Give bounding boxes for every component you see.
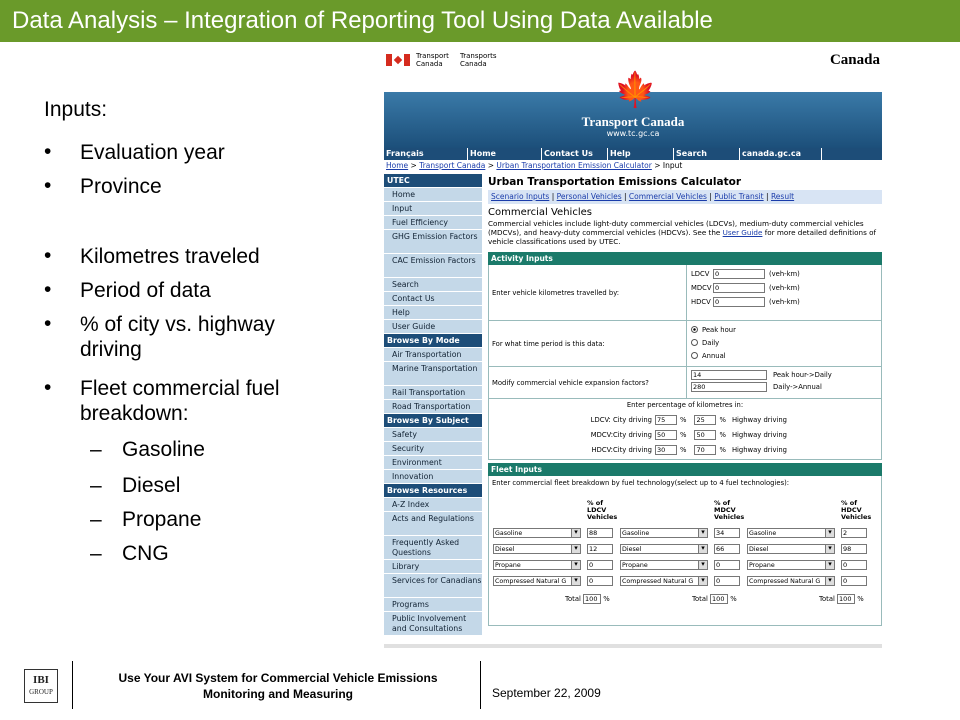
sub-bullet-item bbox=[90, 474, 180, 498]
banner-url: www.tc.gc.ca bbox=[606, 129, 660, 138]
fleet-percent-input[interactable]: 0 bbox=[841, 576, 867, 586]
sidebar-item[interactable]: Road Transportation bbox=[384, 400, 482, 414]
km-field-row bbox=[691, 295, 877, 309]
bullet-item bbox=[44, 174, 320, 199]
sub-bullet-item bbox=[90, 508, 201, 532]
city-percent-input[interactable]: 75 bbox=[655, 415, 677, 425]
sidebar-item[interactable]: Marine Transportation bbox=[384, 362, 482, 386]
percent-sign: % bbox=[719, 445, 726, 454]
footer-line-2: Monitoring and Measuring bbox=[203, 687, 353, 701]
footer-line-1: Use Your AVI System for Commercial Vehicle Emissions bbox=[118, 671, 438, 685]
vehicle-class-label: MDCV bbox=[691, 284, 712, 292]
highway-label: Highway driving bbox=[731, 415, 787, 424]
nav-item[interactable]: Search bbox=[674, 148, 740, 160]
vehicle-class-label: LDCV bbox=[691, 270, 710, 278]
tc-french-name: Transports Canada bbox=[460, 52, 497, 68]
nav-item[interactable]: Home bbox=[468, 148, 542, 160]
km-fields bbox=[687, 265, 881, 320]
period-label: Annual bbox=[702, 351, 726, 360]
sub-bullet-text: Propane bbox=[122, 508, 202, 531]
period-option[interactable] bbox=[691, 323, 877, 336]
sidebar-item[interactable]: Services for Canadians bbox=[384, 574, 482, 598]
expansion-field-row bbox=[691, 381, 877, 393]
unit-label: (veh-km) bbox=[769, 270, 800, 278]
footer-title bbox=[80, 670, 476, 702]
fuel-type-select[interactable]: Propane ▾ bbox=[747, 560, 835, 570]
bullet-item bbox=[44, 376, 320, 426]
fleet-inputs-header: Fleet Inputs bbox=[488, 463, 882, 476]
fleet-percent-input[interactable]: 0 bbox=[587, 560, 613, 570]
fleet-total bbox=[565, 594, 610, 604]
dash-mark: – bbox=[90, 542, 102, 565]
sidebar-item[interactable]: Innovation bbox=[384, 470, 482, 484]
logo-bottom: GROUP bbox=[29, 688, 53, 696]
percentage-header: Enter percentage of kilometres in: bbox=[626, 401, 744, 409]
calc-tab[interactable]: Result bbox=[770, 192, 795, 201]
sidebar-item[interactable]: Air Transportation bbox=[384, 348, 482, 362]
percent-sign: % bbox=[680, 430, 687, 439]
bullet-item bbox=[44, 278, 320, 303]
sidebar-item[interactable]: Fuel Efficiency bbox=[384, 216, 482, 230]
fleet-percent-input[interactable]: 66 bbox=[714, 544, 740, 554]
fleet-percent-input[interactable]: 0 bbox=[587, 576, 613, 586]
sidebar-item[interactable]: Search bbox=[384, 278, 482, 292]
vehicle-class-label: HDCV bbox=[691, 298, 711, 306]
fleet-percent-input[interactable]: 0 bbox=[714, 576, 740, 586]
activity-inputs-header: Activity Inputs bbox=[488, 252, 882, 265]
fuel-type-select[interactable]: Diesel ▾ bbox=[747, 544, 835, 554]
dash-mark: – bbox=[90, 508, 102, 531]
fleet-percent-input[interactable]: 0 bbox=[714, 560, 740, 570]
sidebar-heading: Browse Resources bbox=[384, 484, 482, 498]
fleet-percent-input[interactable]: 12 bbox=[587, 544, 613, 554]
fuel-type-select[interactable]: Diesel ▾ bbox=[493, 544, 581, 554]
fleet-percent-input[interactable]: 2 bbox=[841, 528, 867, 538]
period-label: Daily bbox=[702, 338, 720, 347]
bullet-text: % of city vs. highway driving bbox=[80, 313, 275, 361]
horizontal-scrollbar[interactable] bbox=[384, 644, 882, 648]
desc-text-2: for more detailed definitions of vehicle classifications used by UTEC. bbox=[488, 228, 877, 246]
left-sidebar bbox=[384, 174, 482, 636]
sidebar-heading: Browse By Mode bbox=[384, 334, 482, 348]
dash-mark: – bbox=[90, 438, 102, 461]
expansion-row bbox=[488, 367, 882, 399]
percent-sign: % bbox=[680, 415, 687, 424]
fleet-column-header: % of MDCV Vehicles bbox=[714, 499, 745, 521]
total-value: 100 bbox=[583, 594, 601, 604]
sidebar-item[interactable]: A-Z Index bbox=[384, 498, 482, 512]
calc-tab[interactable]: Public Transit bbox=[714, 192, 764, 201]
highway-percent-input[interactable]: 25 bbox=[694, 415, 716, 425]
percentage-block bbox=[488, 399, 882, 460]
period-row bbox=[488, 321, 882, 367]
expansion-fields bbox=[687, 367, 881, 398]
tc-english-name: Transport Canada bbox=[416, 52, 449, 68]
section-title: Commercial Vehicles bbox=[488, 207, 592, 218]
bullet-mark: • bbox=[44, 174, 52, 197]
percent-sign: % bbox=[719, 415, 726, 424]
user-guide-link[interactable]: User Guide bbox=[722, 228, 763, 237]
driving-class-label: MDCV:City driving bbox=[590, 430, 652, 439]
bullet-mark: • bbox=[44, 140, 52, 163]
sidebar-item[interactable]: Help bbox=[384, 306, 482, 320]
percentage-row bbox=[489, 427, 881, 442]
period-option[interactable] bbox=[691, 336, 877, 349]
sidebar-item[interactable]: Contact Us bbox=[384, 292, 482, 306]
nav-item[interactable]: Contact Us bbox=[542, 148, 608, 160]
km-field-row bbox=[691, 281, 877, 295]
sidebar-heading: UTEC bbox=[384, 174, 482, 188]
expansion-input[interactable]: 280 bbox=[691, 382, 767, 392]
sidebar-item[interactable]: Safety bbox=[384, 428, 482, 442]
percent-sign: % bbox=[601, 595, 610, 603]
bullet-mark: • bbox=[44, 278, 52, 301]
percentage-row bbox=[489, 442, 881, 457]
highway-label: Highway driving bbox=[731, 430, 787, 439]
sidebar-item[interactable]: Rail Transportation bbox=[384, 386, 482, 400]
expansion-label: Peak hour->Daily bbox=[773, 371, 832, 379]
city-percent-input[interactable]: 30 bbox=[655, 445, 677, 455]
section-description bbox=[488, 219, 882, 246]
maple-leaf-icon: 🍁 bbox=[614, 70, 657, 110]
calc-tab[interactable]: Personal Vehicles bbox=[556, 192, 622, 201]
bullet-text: Province bbox=[80, 175, 162, 198]
breadcrumb-item[interactable]: Transport Canada bbox=[419, 161, 486, 170]
bullet-text: Kilometres traveled bbox=[80, 245, 260, 268]
unit-label: (veh-km) bbox=[769, 298, 800, 306]
km-input[interactable]: 0 bbox=[713, 269, 765, 279]
logo-top: IBI bbox=[33, 674, 49, 686]
fleet-percent-input[interactable]: 0 bbox=[841, 560, 867, 570]
bullet-text: Period of data bbox=[80, 279, 211, 302]
sidebar-item[interactable]: Input bbox=[384, 202, 482, 216]
breadcrumb-item[interactable]: Urban Transportation Emission Calculator bbox=[496, 161, 652, 170]
expansion-field-row bbox=[691, 369, 877, 381]
fleet-block bbox=[488, 476, 882, 626]
breadcrumb: Home > Transport Canada > Urban Transportation Emission Calculator > Input bbox=[386, 161, 683, 170]
period-label: Peak hour bbox=[702, 325, 736, 334]
bullet-mark: • bbox=[44, 376, 52, 399]
desc-text: Commercial vehicles include light-duty commercial vehicles (LDCVs), medium-duty commercial vehicles (MDCVs), and heavy-duty commercial vehicles (HDCVs). See the bbox=[488, 219, 864, 237]
radio-button[interactable] bbox=[691, 352, 698, 359]
radio-button[interactable] bbox=[691, 339, 698, 346]
sub-bullet-item bbox=[90, 542, 169, 566]
km-input[interactable]: 0 bbox=[713, 283, 765, 293]
fleet-total bbox=[692, 594, 737, 604]
calculator-title: Urban Transportation Emissions Calculator bbox=[488, 176, 741, 188]
fleet-percent-input[interactable]: 34 bbox=[714, 528, 740, 538]
km-input[interactable]: 0 bbox=[713, 297, 765, 307]
bullet-text: Evaluation year bbox=[80, 141, 225, 164]
nav-item[interactable]: canada.gc.ca bbox=[740, 148, 822, 160]
bullet-item bbox=[44, 312, 320, 362]
fleet-intro: Enter commercial fleet breakdown by fuel technology(select up to 4 fuel technologies): bbox=[492, 479, 790, 487]
fleet-total bbox=[819, 594, 864, 604]
footer-date: September 22, 2009 bbox=[492, 686, 601, 700]
km-row bbox=[488, 265, 882, 321]
expansion-input[interactable]: 14 bbox=[691, 370, 767, 380]
sidebar-heading: Browse By Subject bbox=[384, 414, 482, 428]
sidebar-item[interactable]: User Guide bbox=[384, 320, 482, 334]
fuel-type-select[interactable]: Gasoline ▾ bbox=[493, 528, 581, 538]
nav-item[interactable]: Français bbox=[384, 148, 468, 160]
percent-sign: % bbox=[719, 430, 726, 439]
nav-item[interactable]: Help bbox=[608, 148, 674, 160]
calculator-main bbox=[488, 174, 882, 626]
sidebar-item[interactable]: GHG Emission Factors bbox=[384, 230, 482, 254]
city-percent-input[interactable]: 50 bbox=[655, 430, 677, 440]
canada-wordmark: Canada bbox=[829, 52, 880, 68]
fleet-column-header: % of HDCV Vehicles bbox=[841, 499, 872, 521]
driving-class-label: LDCV: City driving bbox=[590, 415, 652, 424]
bullet-item bbox=[44, 140, 320, 165]
sidebar-item[interactable]: Environment bbox=[384, 456, 482, 470]
sidebar-item[interactable]: Security bbox=[384, 442, 482, 456]
fuel-type-select[interactable]: Propane ▾ bbox=[620, 560, 708, 570]
calc-tab[interactable]: Commercial Vehicles bbox=[628, 192, 707, 201]
percent-sign: % bbox=[855, 595, 864, 603]
expansion-label: Daily->Annual bbox=[773, 383, 822, 391]
total-value: 100 bbox=[837, 594, 855, 604]
period-option[interactable] bbox=[691, 349, 877, 362]
km-label: Enter vehicle kilometres travelled by: bbox=[489, 265, 687, 320]
driving-class-label: HDCV:City driving bbox=[591, 445, 652, 454]
fleet-percent-input[interactable]: 98 bbox=[841, 544, 867, 554]
sidebar-item[interactable]: Programs bbox=[384, 598, 482, 612]
fuel-type-select[interactable]: Compressed Natural G ▾ bbox=[747, 576, 835, 586]
calc-tab[interactable]: Scenario Inputs bbox=[491, 192, 550, 201]
percent-sign: % bbox=[728, 595, 737, 603]
sidebar-item[interactable]: Home bbox=[384, 188, 482, 202]
fuel-type-select[interactable]: Compressed Natural G ▾ bbox=[620, 576, 708, 586]
km-field-row bbox=[691, 267, 877, 281]
percentage-row bbox=[489, 412, 881, 427]
dash-mark: – bbox=[90, 474, 102, 497]
footer-divider-2 bbox=[480, 661, 481, 709]
unit-label: (veh-km) bbox=[769, 284, 800, 292]
total-label: Total bbox=[819, 595, 838, 603]
breadcrumb-item[interactable]: Home bbox=[386, 161, 409, 170]
highway-percent-input[interactable]: 70 bbox=[694, 445, 716, 455]
fuel-type-select[interactable]: Gasoline ▾ bbox=[620, 528, 708, 538]
fuel-type-select[interactable]: Gasoline ▾ bbox=[747, 528, 835, 538]
inputs-label: Inputs: bbox=[44, 98, 108, 121]
sub-bullet-item bbox=[90, 438, 205, 462]
total-value: 100 bbox=[710, 594, 728, 604]
calculator-tabs: Scenario Inputs | Personal Vehicles | Commercial Vehicles | Public Transit | Result bbox=[488, 190, 882, 204]
footer-divider bbox=[72, 661, 73, 709]
sub-bullet-text: Gasoline bbox=[122, 438, 205, 461]
sidebar-item[interactable]: Public Involvement and Consultations bbox=[384, 612, 482, 636]
fuel-type-select[interactable]: Compressed Natural G ▾ bbox=[493, 576, 581, 586]
bullet-mark: • bbox=[44, 244, 52, 267]
canada-flag-icon bbox=[386, 54, 410, 66]
fleet-percent-input[interactable]: 88 bbox=[587, 528, 613, 538]
period-label: For what time period is this data: bbox=[489, 321, 687, 366]
ibi-group-logo bbox=[24, 669, 58, 703]
banner-title: Transport Canada bbox=[581, 114, 685, 129]
bullet-item bbox=[44, 244, 320, 269]
sidebar-item[interactable]: Frequently Asked Questions bbox=[384, 536, 482, 560]
breadcrumb-item: Input bbox=[662, 161, 683, 170]
sidebar-item[interactable]: Library bbox=[384, 560, 482, 574]
total-label: Total bbox=[565, 595, 584, 603]
fuel-type-select[interactable]: Propane ▾ bbox=[493, 560, 581, 570]
expansion-label: Modify commercial vehicle expansion factors? bbox=[489, 367, 687, 398]
highway-percent-input[interactable]: 50 bbox=[694, 430, 716, 440]
utec-web-screenshot bbox=[384, 48, 882, 648]
sub-bullet-text: Diesel bbox=[122, 474, 181, 497]
total-label: Total bbox=[692, 595, 711, 603]
bullet-text: Fleet commercial fuel breakdown: bbox=[80, 377, 280, 425]
fleet-column-header: % of LDCV Vehicles bbox=[587, 499, 618, 521]
sidebar-item[interactable]: Acts and Regulations bbox=[384, 512, 482, 536]
slide-title: Data Analysis – Integration of Reporting Tool Using Data Available bbox=[0, 0, 960, 42]
period-radios bbox=[687, 321, 881, 366]
highway-label: Highway driving bbox=[731, 445, 787, 454]
sidebar-item[interactable]: CAC Emission Factors bbox=[384, 254, 482, 278]
bullet-mark: • bbox=[44, 312, 52, 335]
sub-bullet-text: CNG bbox=[122, 542, 169, 565]
fuel-type-select[interactable]: Diesel ▾ bbox=[620, 544, 708, 554]
percent-sign: % bbox=[680, 445, 687, 454]
top-nav bbox=[384, 148, 882, 160]
radio-button[interactable] bbox=[691, 326, 698, 333]
